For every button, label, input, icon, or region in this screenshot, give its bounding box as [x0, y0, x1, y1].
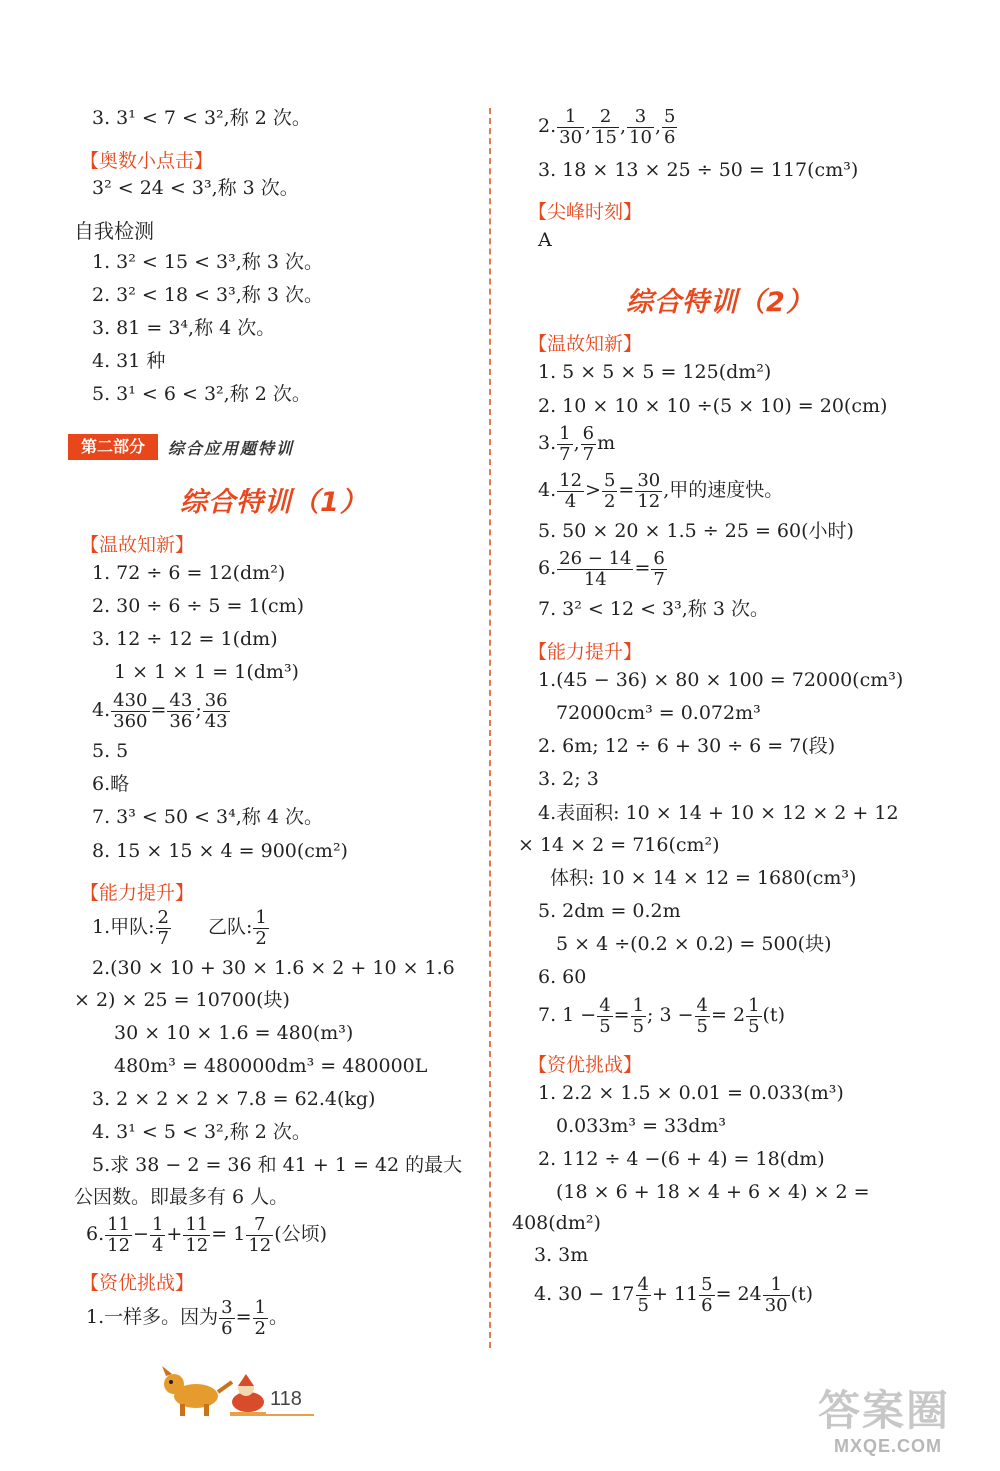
- numerator: 1: [763, 1276, 790, 1296]
- fraction: [631, 994, 646, 1037]
- denominator: 12: [107, 1234, 131, 1256]
- fraction: [695, 994, 710, 1037]
- numerator: 30: [637, 469, 661, 491]
- answer-line: 1. 72 ÷ 6 = 12(dm²): [92, 562, 286, 584]
- fraction: [557, 105, 584, 148]
- numerator: 6: [653, 547, 665, 569]
- numerator: 6: [582, 422, 595, 444]
- fraction: [627, 105, 654, 148]
- section-heading-review: 【温故知新】: [80, 534, 195, 556]
- fraction: [635, 469, 662, 512]
- fraction: [246, 1213, 273, 1256]
- denominator: 5: [748, 1015, 760, 1037]
- fraction: [253, 1296, 268, 1339]
- denominator: 6: [221, 1317, 233, 1339]
- answer-line: 2. 10 × 10 × 10 ÷(5 × 10) = 20(cm): [538, 395, 888, 417]
- item-number: 4.: [538, 479, 557, 501]
- fraction: [763, 1273, 790, 1316]
- fraction: [183, 1213, 210, 1256]
- answer-line: 480m³ = 480000dm³ = 480000L: [114, 1055, 428, 1077]
- answer-line: 8. 15 × 15 × 4 = 900(cm²): [92, 840, 348, 862]
- watermark-logo: 答案圈: [818, 1386, 951, 1435]
- mascot-dog-icon: [160, 1362, 270, 1420]
- numerator: 11: [107, 1213, 131, 1235]
- denominator: 30: [559, 126, 583, 148]
- denominator: 15: [594, 126, 617, 148]
- answer-line: × 2) × 25 = 10700(块): [74, 989, 290, 1011]
- denominator: 2: [255, 927, 267, 949]
- item-number: 3.: [538, 432, 557, 454]
- unit: (t): [762, 1004, 785, 1026]
- answer-line: 2.(30 × 10 + 30 × 1.6 × 2 + 10 × 1.6: [92, 957, 455, 979]
- page-number-underline: [238, 1414, 314, 1416]
- answer-line: 5. 50 × 20 × 1.5 ÷ 25 = 60(小时): [538, 520, 854, 542]
- answer-line: (18 × 6 + 18 × 4 + 6 × 4) × 2 =: [556, 1181, 870, 1203]
- answer-line: 3. 3m: [534, 1244, 589, 1266]
- fraction: [156, 906, 171, 949]
- operator: + 11: [651, 1283, 699, 1305]
- answer-line: 3. 2 × 2 × 2 × 7.8 = 62.4(kg): [92, 1088, 376, 1110]
- answer-line: 4. 3¹ < 5 < 3²,称 2 次。: [92, 1121, 311, 1143]
- denominator: 6: [664, 126, 676, 148]
- watermark-url: MXQE.COM: [834, 1436, 943, 1456]
- answer-line: 5. 2dm = 0.2m: [538, 900, 681, 922]
- fraction: [597, 994, 612, 1037]
- denominator: 10: [629, 126, 652, 148]
- answer-line: 30 × 10 × 1.6 = 480(m³): [114, 1022, 354, 1044]
- fraction: [557, 469, 584, 512]
- chapter-title-2: 综合特训（2）: [626, 287, 814, 318]
- denominator: 360: [113, 710, 148, 732]
- numerator: 12: [559, 469, 583, 491]
- numerator: 1: [748, 994, 760, 1016]
- numerator: 1: [632, 994, 645, 1016]
- punctuation: 。: [268, 1306, 288, 1328]
- numerator: 4: [599, 994, 611, 1016]
- section-heading-challenge: 【资优挑战】: [528, 1054, 643, 1076]
- answer-line: 体积: 10 × 14 × 12 = 1680(cm³): [550, 867, 857, 889]
- answer-line: 72000cm³ = 0.072m³: [556, 702, 761, 724]
- denominator: 12: [248, 1234, 272, 1256]
- fraction: [699, 1273, 714, 1316]
- answer-line: 6.略: [92, 773, 130, 795]
- section-heading-review: 【温故知新】: [528, 333, 643, 355]
- item-number: 7. 1 −: [538, 1004, 597, 1026]
- answer-line: 7. 3³ < 50 < 3⁴,称 4 次。: [92, 806, 323, 828]
- operator: = 2: [711, 1004, 746, 1026]
- denominator: 30: [764, 1294, 788, 1316]
- answer-text: 1.一样多。因为: [86, 1306, 219, 1328]
- denominator: 5: [637, 1294, 649, 1316]
- section-heading-ability: 【能力提升】: [528, 641, 643, 663]
- operator: ; 3 −: [647, 1004, 694, 1026]
- section-heading-aoshu: 【奥数小点击】: [80, 150, 214, 172]
- fraction: [651, 547, 666, 590]
- answer-line: 4. 31 种: [92, 350, 166, 372]
- section-heading-ability: 【能力提升】: [80, 882, 195, 904]
- answer-line-fraction: [538, 546, 668, 590]
- answer-line: × 14 × 2 = 716(cm²): [518, 834, 720, 856]
- label-team-b: 乙队:: [207, 916, 253, 938]
- operator: =: [634, 557, 651, 579]
- answer-line: 408(dm²): [512, 1212, 601, 1234]
- numerator: 5: [664, 105, 676, 127]
- denominator: 4: [151, 1234, 164, 1256]
- operator: =: [618, 479, 635, 501]
- answer-line: 公因数。即最多有 6 人。: [74, 1186, 289, 1208]
- answer-line: 5. 5: [92, 740, 129, 762]
- numerator: 7: [246, 1216, 273, 1236]
- numerator: 26 − 14: [559, 547, 632, 569]
- column-divider: [489, 108, 491, 1348]
- numerator: 2: [592, 108, 619, 128]
- fraction: [581, 422, 596, 465]
- answer-line: 3. 81 = 3⁴,称 4 次。: [92, 317, 276, 339]
- denominator: 12: [637, 490, 661, 512]
- denominator: 5: [632, 1015, 645, 1037]
- numerator: 1: [557, 108, 584, 128]
- answer-line-fraction: [534, 1272, 813, 1316]
- fraction: [636, 1273, 651, 1316]
- answer-line: 1. 2.2 × 1.5 × 0.01 = 0.033(m³): [538, 1082, 844, 1104]
- denominator: 6: [701, 1294, 713, 1316]
- answer-line: 0.033m³ = 33dm³: [556, 1115, 726, 1137]
- denominator: 14: [583, 568, 607, 590]
- unit: m: [597, 432, 616, 454]
- answer-line: 3² < 24 < 3³,称 3 次。: [92, 177, 299, 199]
- section-heading-peak: 【尖峰时刻】: [528, 201, 643, 223]
- answer-line-fraction: 3. $\frac{1}{7}$ , $\frac{6}{7}$ m: [538, 422, 616, 465]
- numerator: 430: [113, 689, 148, 711]
- item-number: 4. 30 − 17: [534, 1283, 635, 1305]
- unit: (t): [790, 1283, 814, 1305]
- unit: (公顷): [274, 1223, 328, 1245]
- numerator: 4: [637, 1273, 649, 1295]
- fraction: [111, 689, 149, 732]
- numerator: 3: [221, 1296, 233, 1318]
- answer-line-fraction: [92, 905, 270, 949]
- answer-line: 2. 3² < 18 < 3³,称 3 次。: [92, 284, 323, 306]
- chapter-title-1: 综合特训（1）: [180, 487, 368, 518]
- denominator: 7: [653, 568, 665, 590]
- answer-line-fraction: [86, 1212, 327, 1256]
- fraction: [557, 422, 572, 465]
- denominator: 7: [157, 927, 169, 949]
- denominator: 5: [696, 1015, 708, 1037]
- answer-text: ,甲的速度快。: [663, 479, 784, 501]
- denominator: 5: [599, 1015, 611, 1037]
- section-heading-challenge: 【资优挑战】: [80, 1272, 195, 1294]
- operator: =: [150, 699, 167, 721]
- denominator: 7: [559, 443, 571, 465]
- answer-line: 3. 18 × 13 × 25 ÷ 50 = 117(cm³): [538, 159, 859, 181]
- answer-line: 7. 3² < 12 < 3³,称 3 次。: [538, 598, 769, 620]
- answer-line-fraction: [538, 993, 785, 1037]
- fraction: [203, 689, 230, 732]
- numerator: 11: [185, 1213, 209, 1235]
- denominator: 36: [169, 710, 193, 732]
- fraction: [746, 994, 761, 1037]
- part-title: 综合应用题特训: [168, 439, 295, 458]
- operator: >: [585, 479, 601, 501]
- denominator: 12: [185, 1234, 209, 1256]
- label-team-a: 1.甲队:: [92, 916, 155, 938]
- answer-line: A: [538, 229, 552, 251]
- answer-line: 2. 30 ÷ 6 ÷ 5 = 1(cm): [92, 595, 305, 617]
- numerator: 3: [627, 108, 654, 128]
- numerator: 2: [157, 906, 169, 928]
- fraction: [557, 547, 633, 590]
- fraction: [592, 105, 619, 148]
- answer-line-fraction: [92, 688, 231, 732]
- numerator: 1: [559, 422, 571, 444]
- answer-line: 3. 3¹ < 7 < 3²,称 2 次。: [92, 107, 311, 129]
- answer-line: 3. 2; 3: [538, 768, 599, 790]
- operator: = 24: [715, 1283, 762, 1305]
- page-number: 118: [270, 1388, 302, 1410]
- fraction: [253, 906, 268, 949]
- fraction: [105, 1213, 132, 1256]
- denominator: 2: [603, 490, 616, 512]
- answer-line: 6. 60: [538, 966, 587, 988]
- answer-line: 5. 3¹ < 6 < 3²,称 2 次。: [92, 383, 311, 405]
- numerator: 5: [603, 469, 616, 491]
- operator: =: [235, 1306, 252, 1328]
- operator: −: [133, 1223, 149, 1245]
- denominator: 43: [204, 710, 228, 732]
- answer-line: 2. 112 ÷ 4 −(6 + 4) = 18(dm): [538, 1148, 825, 1170]
- item-number: 6.: [538, 557, 557, 579]
- answer-line-fraction: 2. $\frac{1}{30}$ , $\frac{2}{15}$ , $\frac{3}{10}$ , $\frac{5}{6}$: [538, 105, 676, 148]
- answer-line: 1 × 1 × 1 = 1(dm³): [114, 661, 299, 683]
- fraction: [602, 469, 617, 512]
- numerator: 1: [254, 1296, 266, 1318]
- item-number: 4.: [92, 699, 111, 721]
- fraction: [662, 105, 677, 148]
- answer-line: 4.表面积: 10 × 14 + 10 × 12 × 2 + 12: [538, 802, 899, 824]
- fraction: [167, 689, 194, 732]
- numerator: 5: [701, 1273, 713, 1295]
- fraction: [150, 1213, 165, 1256]
- answer-line: 3. 12 ÷ 12 = 1(dm): [92, 628, 278, 650]
- answer-line: 5 × 4 ÷(0.2 × 0.2) = 500(块): [556, 933, 832, 955]
- denominator: 4: [564, 490, 577, 512]
- answer-line: 5.求 38 − 2 = 36 和 41 + 1 = 42 的最大: [92, 1154, 463, 1176]
- separator: ;: [195, 699, 202, 721]
- answer-line: 1. 3² < 15 < 3³,称 3 次。: [92, 251, 323, 273]
- numerator: 36: [204, 689, 228, 711]
- answer-line: 1. 5 × 5 × 5 = 125(dm²): [538, 361, 772, 383]
- section-heading-self-check: 自我检测: [74, 219, 154, 243]
- answer-line: 1.(45 − 36) × 80 × 100 = 72000(cm³): [538, 669, 904, 691]
- item-number: 6.: [86, 1223, 105, 1245]
- operator: +: [166, 1223, 183, 1245]
- numerator: 43: [169, 689, 193, 711]
- answer-line: 2. 6m; 12 ÷ 6 + 30 ÷ 6 = 7(段): [538, 735, 836, 757]
- operator: = 1: [211, 1223, 246, 1245]
- answer-line-fraction: [86, 1295, 288, 1339]
- denominator: 7: [582, 443, 595, 465]
- numerator: 1: [151, 1213, 164, 1235]
- part-badge: 第二部分: [68, 434, 158, 460]
- answer-line-fraction: [538, 468, 783, 512]
- fraction: [219, 1296, 234, 1339]
- numerator: 4: [696, 994, 708, 1016]
- operator: =: [613, 1004, 630, 1026]
- numerator: 1: [255, 906, 267, 928]
- denominator: 2: [254, 1317, 266, 1339]
- item-number: 2.: [538, 115, 557, 137]
